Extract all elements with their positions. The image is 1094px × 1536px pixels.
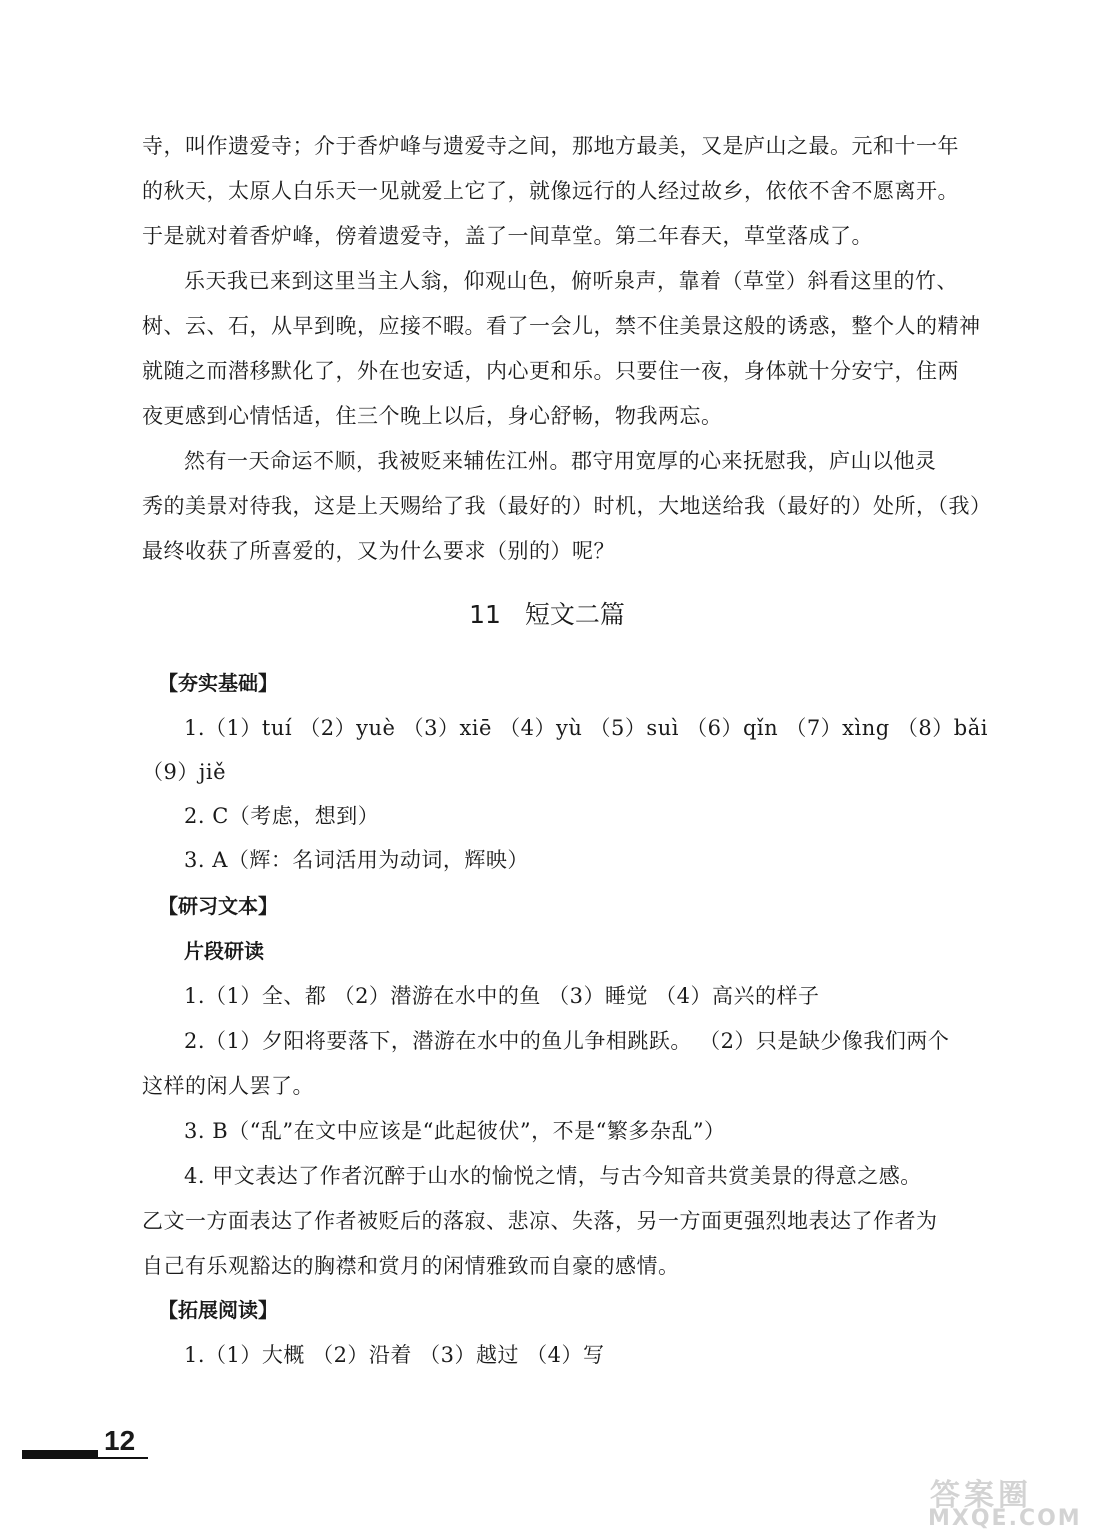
lesson-title — [0, 598, 1094, 632]
paragraph-line: 的秋天，太原人白乐天一见就爱上它了，就像远行的人经过故乡，依依不舍不愿离开。 — [142, 179, 959, 203]
answer-line: 1.（1）大概 （2）沿着 （3）越过 （4）写 — [184, 1343, 605, 1367]
paragraph-line: 夜更感到心情恬适，住三个晚上以后，身心舒畅，物我两忘。 — [142, 404, 723, 428]
paragraph-line: 然有一天命运不顺，我被贬来辅佐江州。郡守用宽厚的心来抚慰我，庐山以他灵 — [184, 449, 937, 473]
answer-line: 1.（1）全、都 （2）潜游在水中的鱼 （3）睡觉 （4）高兴的样子 — [184, 984, 820, 1008]
answer-line: 这样的闲人罢了。 — [142, 1074, 314, 1098]
answer-line: 4. 甲文表达了作者沉醉于山水的愉悦之情，与古今知音共赏美景的得意之感。 — [184, 1164, 922, 1188]
paragraph-line: 寺，叫作遗爱寺；介于香炉峰与遗爱寺之间，那地方最美，又是庐山之最。元和十一年 — [142, 134, 959, 158]
paragraph-line: 秀的美景对待我，这是上天赐给了我（最好的）时机，大地送给我（最好的）处所，（我） — [142, 494, 992, 518]
answer-line: 3. A（辉：名词活用为动词，辉映） — [184, 848, 529, 872]
section-heading-extend: 【拓展阅读】 — [158, 1298, 278, 1322]
answer-line: 2.（1）夕阳将要落下，潜游在水中的鱼儿争相跳跃。 （2）只是缺少像我们两个 — [184, 1029, 950, 1053]
subsection-heading-fragment: 片段研读 — [184, 939, 264, 963]
answer-line: 3. B（“乱”在文中应该是“此起彼伏”，不是“繁多杂乱”） — [184, 1119, 726, 1143]
watermark-logo-text: 答案圈 — [930, 1478, 1032, 1513]
answer-line: （9）jiě — [142, 760, 227, 784]
section-heading-basics: 【夯实基础】 — [158, 671, 278, 695]
paragraph-line: 就随之而潜移默化了，外在也安适，内心更和乐。只要住一夜，身体就十分安宁，住两 — [142, 359, 959, 383]
watermark — [900, 1470, 1090, 1532]
paragraph-line: 于是就对着香炉峰，傍着遗爱寺，盖了一间草堂。第二年春天，草堂落成了。 — [142, 224, 873, 248]
paragraph-line: 树、云、石，从早到晚，应接不暇。看了一会儿，禁不住美景这般的诱惑，整个人的精神 — [142, 314, 981, 338]
paragraph-line: 乐天我已来到这里当主人翁，仰观山色，俯听泉声，靠着（草堂）斜看这里的竹、 — [184, 269, 958, 293]
lesson-name: 短文二篇 — [524, 600, 625, 629]
answer-line: 1.（1）tuí （2）yuè （3）xiē （4）yù （5）suì （6）qǐn （7）xìng （8）bǎi — [184, 716, 988, 740]
watermark-url: MXQE.COM — [928, 1506, 1082, 1531]
section-heading-study: 【研习文本】 — [158, 894, 278, 918]
answer-line: 乙文一方面表达了作者被贬后的落寂、悲凉、失落，另一方面更强烈地表达了作者为 — [142, 1209, 938, 1233]
answer-line: 2. C（考虑，想到） — [184, 804, 380, 828]
paragraph-line: 最终收获了所喜爱的，又为什么要求（别的）呢？ — [142, 539, 615, 563]
answer-line: 自己有乐观豁达的胸襟和赏月的闲情雅致而自豪的感情。 — [142, 1254, 680, 1278]
page-number: 12 — [104, 1425, 136, 1456]
lesson-number: 11 — [469, 600, 501, 629]
